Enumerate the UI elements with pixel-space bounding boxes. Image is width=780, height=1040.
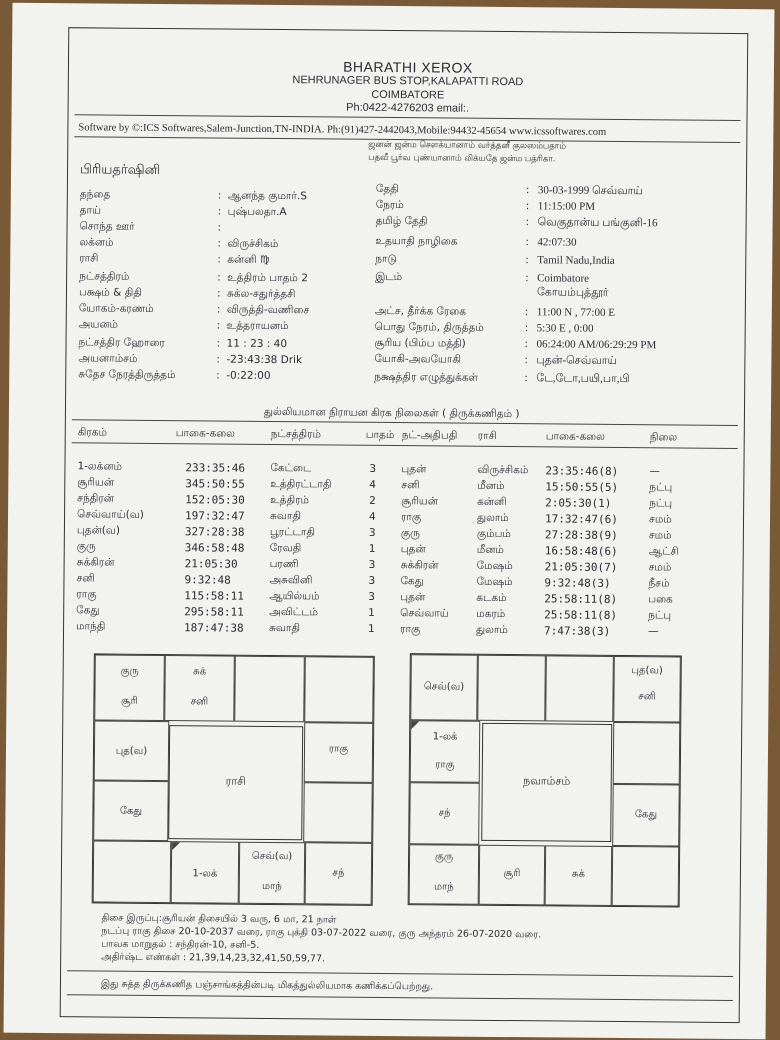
- table-cell: 1-லக்னம்: [77, 460, 123, 473]
- sheet-border: [60, 27, 749, 1023]
- planet-label: கேது: [119, 805, 143, 817]
- detail-colon: :: [525, 216, 530, 229]
- planet-label: ராகு: [435, 759, 455, 771]
- bhava-change: பாவக மாறுதல் : சந்திரன்-10, சனி-5.: [101, 938, 260, 951]
- table-cell: —: [647, 625, 659, 638]
- table-cell: சமம்: [648, 561, 672, 574]
- top-note-2: பதவீ பூர்வ புண்யானாம் லிக்யதே ஜன்ம பத்ரிகா.: [368, 152, 556, 165]
- table-cell: அவிட்டம்: [269, 605, 319, 619]
- table-cell: சமம்: [648, 513, 672, 526]
- navamsa-house-kanni: [612, 846, 680, 907]
- detail-colon: :: [525, 236, 530, 249]
- shop-phone: Ph:0422-4276203 email:.: [346, 101, 470, 115]
- rasi-house-meena: [94, 654, 165, 721]
- detail-colon: :: [216, 303, 221, 316]
- planet-label: குரு: [434, 851, 454, 863]
- bottom-note: இது சுத்த திருக்கணித பஞ்சாங்கத்தின்படி மிகத்துல்லியமாக கணிக்கப்பெற்றது.: [100, 978, 434, 993]
- table-column-header: நிலை: [649, 431, 678, 444]
- shop-city: COIMBATORE: [371, 88, 445, 102]
- detail-label: உதயாதி நாழிகை: [375, 234, 458, 248]
- chart-center-label: ராசி: [225, 774, 246, 788]
- detail-colon: :: [217, 189, 222, 202]
- table-cell: 23:35:46(8): [545, 464, 619, 478]
- detail-colon: :: [217, 205, 222, 218]
- planet-label: மாந்: [261, 880, 282, 893]
- rasi-house-vrischika: [171, 841, 240, 904]
- table-cell: நட்பு: [648, 609, 672, 622]
- table-cell: சுக்கிரன்: [76, 556, 115, 569]
- person-name: பிரியதர்ஷினி: [79, 162, 161, 178]
- detail-label: நேரம்: [375, 198, 404, 212]
- table-cell: செவ்வாய்: [400, 607, 449, 620]
- table-cell: 187:47:38: [184, 621, 244, 635]
- table-cell: 7:47:38(3): [543, 624, 611, 638]
- detail-value: 11 : 23 : 40: [226, 337, 288, 351]
- detail-label: பக்ஷம் & திதி: [78, 286, 142, 299]
- table-cell: உத்திரட்டாதி: [270, 477, 332, 491]
- navamsa-house-mithuna: [613, 656, 681, 723]
- rasi-house-mithuna: [304, 656, 374, 723]
- detail-colon: :: [216, 353, 221, 366]
- detail-value: 5:30 E , 0:00: [536, 322, 594, 335]
- detail-label: சுதேச நேரத்திருத்தம்: [78, 368, 176, 382]
- rasi-house-vrishabha: [234, 656, 305, 723]
- table-cell: துலாம்: [476, 623, 508, 637]
- rasi-house-kanni: [305, 842, 373, 905]
- rasi-chart: [92, 653, 375, 905]
- table-cell: கேது: [400, 575, 424, 588]
- table-cell: கன்னி: [477, 495, 507, 509]
- table-cell: மேஷம்: [476, 575, 513, 589]
- table-cell: கேது: [76, 604, 100, 617]
- planet-label: சனி: [638, 691, 656, 703]
- detail-label: யோகி-அவயோகி: [374, 352, 462, 366]
- navamsa-house-meena: [410, 654, 478, 721]
- detail-label: யோகம்-கரணம்: [78, 302, 154, 315]
- divider: [72, 419, 738, 426]
- table-cell: 1: [368, 606, 375, 619]
- table-cell: புதன்: [400, 591, 426, 604]
- table-cell: மாந்தி: [76, 620, 106, 633]
- rasi-house-dhanus: [93, 840, 172, 903]
- table-cell: மீனம்: [476, 543, 504, 557]
- detail-value: -0:22:00: [226, 369, 271, 382]
- detail-colon: :: [216, 287, 221, 300]
- detail-label: நட்சத்திர ஹோரை: [78, 336, 165, 350]
- table-cell: கடகம்: [476, 591, 507, 605]
- detail-value: உத்திரம் பாதம் 2: [227, 271, 308, 285]
- navamsa-house-vrischika: [479, 845, 546, 906]
- table-cell: 17:32:47(6): [544, 512, 618, 526]
- table-cell: குரு: [76, 540, 96, 553]
- table-cell: பகை: [648, 593, 673, 606]
- detail-label: அயனம்: [78, 318, 119, 331]
- table-cell: 3: [368, 574, 376, 587]
- table-cell: பரணி: [269, 557, 299, 571]
- detail-label: தாய்: [79, 204, 102, 217]
- detail-colon: :: [217, 271, 221, 284]
- detail-value: வெகுதான்ய பங்குனி-16: [537, 216, 658, 230]
- navamsa-house-simha: [613, 722, 681, 785]
- table-cell: சந்திரன்: [77, 492, 115, 505]
- chart-center-label: நவாம்சம்: [523, 774, 571, 788]
- table-cell: 346:58:48: [184, 541, 245, 555]
- table-cell: புதன்: [400, 543, 426, 556]
- table-cell: கும்பம்: [476, 527, 511, 541]
- table-cell: 21:05:30: [184, 557, 238, 571]
- table-cell: 233:35:46: [185, 461, 246, 475]
- planet-label: 1-லக்: [432, 731, 458, 743]
- detail-colon: :: [525, 200, 530, 213]
- navamsa-house-dhanus: [409, 844, 480, 905]
- detail-colon: :: [217, 237, 222, 250]
- detail-value: Coimbatore: [537, 272, 590, 285]
- table-cell: மகரம்: [476, 607, 506, 621]
- table-cell: துலாம்: [476, 511, 509, 525]
- detail-label: இடம்: [375, 270, 403, 284]
- planet-label: 1-லக்: [192, 868, 218, 880]
- rasi-house-makara: [93, 780, 169, 841]
- table-cell: ராகு: [76, 588, 97, 601]
- table-cell: நீசம்: [648, 577, 670, 590]
- shop-name: BHARATHI XEROX: [343, 58, 473, 76]
- navamsa-house-mesha: [477, 655, 546, 722]
- table-cell: ரேவதி: [269, 541, 302, 555]
- table-cell: 327:28:38: [184, 525, 245, 539]
- detail-label: அயனாம்சம்: [78, 352, 138, 365]
- detail-colon: :: [524, 372, 528, 385]
- table-cell: சுவாதி: [269, 509, 302, 523]
- rasi-house-kataka: [304, 722, 374, 783]
- table-column-header: பாதம்: [365, 428, 395, 442]
- table-cell: 4: [369, 478, 377, 491]
- detail-value: விருத்தி-வணிசை: [226, 303, 310, 317]
- top-note-1: ஜனன் ஜன்ம சௌக்யானாம் வர்த்தனீ குலஸம்பதாம்: [368, 139, 567, 152]
- table-cell: 1: [368, 542, 376, 555]
- detail-colon: :: [217, 253, 221, 266]
- planet-label: சுக்: [571, 868, 585, 880]
- planet-label: மாந்: [433, 881, 454, 893]
- planet-label: சந்: [438, 807, 451, 819]
- detail-colon: :: [524, 322, 529, 335]
- detail-colon: :: [216, 369, 220, 382]
- table-cell: மீனம்: [477, 479, 505, 493]
- detail-label: நாடு: [375, 252, 397, 266]
- table-cell: மேஷம்: [476, 559, 513, 573]
- table-cell: 27:28:38(9): [544, 528, 618, 542]
- table-column-header: கிரகம்: [77, 426, 108, 439]
- table-cell: 3: [368, 558, 376, 571]
- divider: [67, 994, 733, 1001]
- detail-colon: :: [525, 272, 529, 285]
- planet-label: சனி: [190, 696, 209, 708]
- table-cell: சமம்: [648, 529, 672, 542]
- software-line: Software by ©:ICS Softwares,Salem-Junction,TN-INDIA. Ph:(91)427-2442043,Mobile:94432-45654 www.icssoftwares.com: [78, 122, 607, 138]
- table-cell: 197:32:47: [184, 509, 245, 523]
- table-cell: 1: [368, 622, 375, 635]
- detail-label: நட்சத்திரம்: [79, 270, 130, 283]
- detail-label: தமிழ் தேதி: [375, 214, 428, 228]
- navamsa-house-kumbha: [410, 720, 481, 783]
- table-cell: நட்பு: [649, 481, 673, 494]
- table-cell: சூரியன்: [77, 476, 115, 489]
- rasi-center: [168, 725, 303, 840]
- table-cell: 4: [368, 510, 376, 523]
- detail-value: புதன்-செவ்வாய்: [536, 354, 618, 367]
- detail-value: ஆனந்த குமார்.S: [227, 189, 307, 203]
- table-cell: விருச்சிகம்: [477, 463, 529, 477]
- detail-value: சுக்ல-சதுர்த்தசி: [226, 287, 296, 301]
- detail-value: 42:07:30: [537, 236, 577, 249]
- detail-value: -23:43:38 Drik: [226, 353, 303, 367]
- table-cell: ராகு: [400, 511, 422, 524]
- navamsa-chart: [408, 653, 682, 907]
- planet-label: சுக்: [193, 666, 207, 678]
- detail-value: Tamil Nadu,India: [537, 254, 615, 267]
- rasi-house-simha: [303, 782, 373, 843]
- detail-label: நக்ஷத்திர எழுத்துக்கள்: [374, 370, 479, 384]
- table-cell: 9:32:48: [184, 573, 231, 587]
- detail-label: அட்ச, தீர்க்க ரேகை: [374, 304, 467, 318]
- divider: [67, 970, 733, 977]
- table-cell: நட்பு: [649, 497, 673, 510]
- current-dasa: நடப்பு ராகு திசை 20-10-2037 வரை, ராகு புக்தி 03-07-2022 வரை, குரு அந்தரம் 26-07-2020 வரை.: [101, 925, 542, 941]
- table-cell: சனி: [401, 479, 420, 492]
- table-cell: சூரியன்: [401, 495, 439, 508]
- dasa-balance: திசை இருப்பு:சூரியன் திசையில் 3 வரு, 6 மா, 21 நாள்: [101, 912, 337, 926]
- detail-colon: :: [525, 254, 529, 267]
- detail-label: ராசி: [79, 252, 99, 265]
- planet-label: புத(வ): [631, 665, 663, 677]
- detail-colon: :: [217, 221, 222, 234]
- table-cell: கேட்டை: [270, 461, 312, 475]
- detail-value: கோயம்புத்தூர்: [536, 286, 609, 299]
- detail-value: விருச்சிகம்: [227, 237, 279, 251]
- planet-label: ராகு: [328, 743, 349, 755]
- table-cell: 345:50:55: [185, 477, 245, 491]
- table-cell: புதன்(வ): [76, 524, 121, 537]
- detail-value: டே,டோ,பயி,பா,பி: [536, 372, 630, 386]
- detail-value: புஷ்பலதா.A: [227, 205, 287, 219]
- table-cell: 295:58:11: [184, 605, 244, 619]
- detail-value: 11:15:00 PM: [537, 200, 596, 213]
- rasi-house-thula: [239, 842, 306, 905]
- horoscope-sheet: [4, 3, 775, 1040]
- rasi-house-mesha: [164, 655, 235, 722]
- table-cell: புதன்: [401, 463, 427, 476]
- shop-address: NEHRUNAGER BUS STOP,KALAPATTI ROAD: [292, 74, 524, 89]
- table-column-header: பாகை-கலை: [545, 430, 605, 443]
- table-cell: ஆட்சி: [648, 545, 679, 558]
- detail-label: பொது நேரம், திருத்தம்: [374, 320, 484, 334]
- lagna-marker: [411, 721, 419, 729]
- detail-colon: :: [525, 184, 530, 197]
- table-cell: சுவாதி: [269, 621, 301, 635]
- planet-label: சூரி: [120, 695, 138, 707]
- table-column-header: நட்-அதிபதி: [401, 429, 458, 442]
- navamsa-house-vrishabha: [545, 655, 614, 722]
- table-column-header: நட்சத்திரம்: [270, 427, 322, 441]
- detail-colon: :: [524, 338, 529, 351]
- lucky-numbers: அதிர்ஷ்ட எண்கள் : 21,39,14,23,32,41,50,59,77.: [101, 951, 326, 965]
- lagna-marker: [172, 842, 180, 850]
- navamsa-house-thula: [545, 845, 613, 906]
- table-column-header: ராசி: [477, 429, 497, 442]
- table-cell: 9:32:48(3): [544, 576, 611, 590]
- detail-colon: :: [524, 306, 529, 319]
- detail-value: உத்தராயனம்: [226, 319, 289, 333]
- table-cell: குரு: [400, 527, 420, 540]
- planet-label: சந்: [332, 867, 345, 879]
- planet-label: கேது: [634, 809, 658, 821]
- table-cell: பூரட்டாதி: [269, 525, 316, 539]
- detail-value: 06:24:00 AM/06:29:29 PM: [536, 338, 657, 352]
- planets-title: துல்லியமான நிராயன கிரக நிலைகள் ( திருக்கணிதம் ): [263, 405, 520, 421]
- navamsa-center: [481, 723, 612, 842]
- detail-colon: :: [216, 319, 221, 332]
- detail-value: 30-03-1999 செவ்வாய்: [537, 184, 643, 198]
- detail-value: 11:00 N , 77:00 E: [536, 306, 616, 319]
- table-cell: 3: [368, 590, 376, 603]
- planet-label: புத(வ): [115, 745, 148, 757]
- navamsa-house-makara: [409, 782, 480, 845]
- detail-label: தந்தை: [79, 188, 111, 201]
- table-cell: 25:58:11(8): [544, 592, 618, 606]
- detail-colon: :: [216, 337, 221, 350]
- table-cell: உத்திரம்: [270, 493, 310, 507]
- detail-label: சூரிய (பிம்ப மத்தி): [374, 336, 466, 350]
- detail-label: தேதி: [375, 182, 399, 196]
- table-cell: செவ்வாய்(வ): [76, 508, 144, 521]
- table-cell: 115:58:11: [184, 589, 245, 603]
- table-column-header: பாகை-கலை: [175, 427, 235, 440]
- planet-label: சூரி: [503, 868, 521, 880]
- table-cell: ராகு: [400, 623, 421, 636]
- table-cell: 2: [369, 494, 376, 507]
- table-cell: 2:05:30(1): [545, 496, 612, 510]
- table-cell: சனி: [76, 572, 95, 585]
- planet-label: குரு: [120, 665, 139, 677]
- table-cell: 3: [369, 462, 377, 475]
- detail-value: கன்னி ♍: [227, 253, 270, 266]
- navamsa-house-kataka: [612, 784, 680, 847]
- table-cell: 25:58:11(8): [544, 608, 618, 622]
- detail-colon: :: [524, 354, 529, 367]
- table-cell: 152:05:30: [185, 493, 245, 507]
- table-cell: 21:05:30(7): [544, 560, 618, 574]
- table-cell: ஆயில்யம்: [269, 589, 320, 603]
- divider: [72, 442, 738, 449]
- rasi-house-kumbha: [94, 720, 170, 781]
- table-cell: சுக்கிரன்: [400, 559, 439, 572]
- detail-label: லக்னம்: [79, 236, 114, 249]
- table-cell: 16:58:48(6): [544, 544, 618, 558]
- table-cell: 15:50:55(5): [545, 480, 619, 494]
- detail-label: சொந்த ஊர்: [79, 220, 135, 233]
- planet-label: செவ்(வ): [251, 850, 293, 863]
- table-cell: அசுவினி: [269, 573, 313, 587]
- planet-label: செவ்(வ): [423, 681, 465, 693]
- table-cell: —: [649, 465, 660, 478]
- table-cell: 3: [368, 526, 376, 539]
